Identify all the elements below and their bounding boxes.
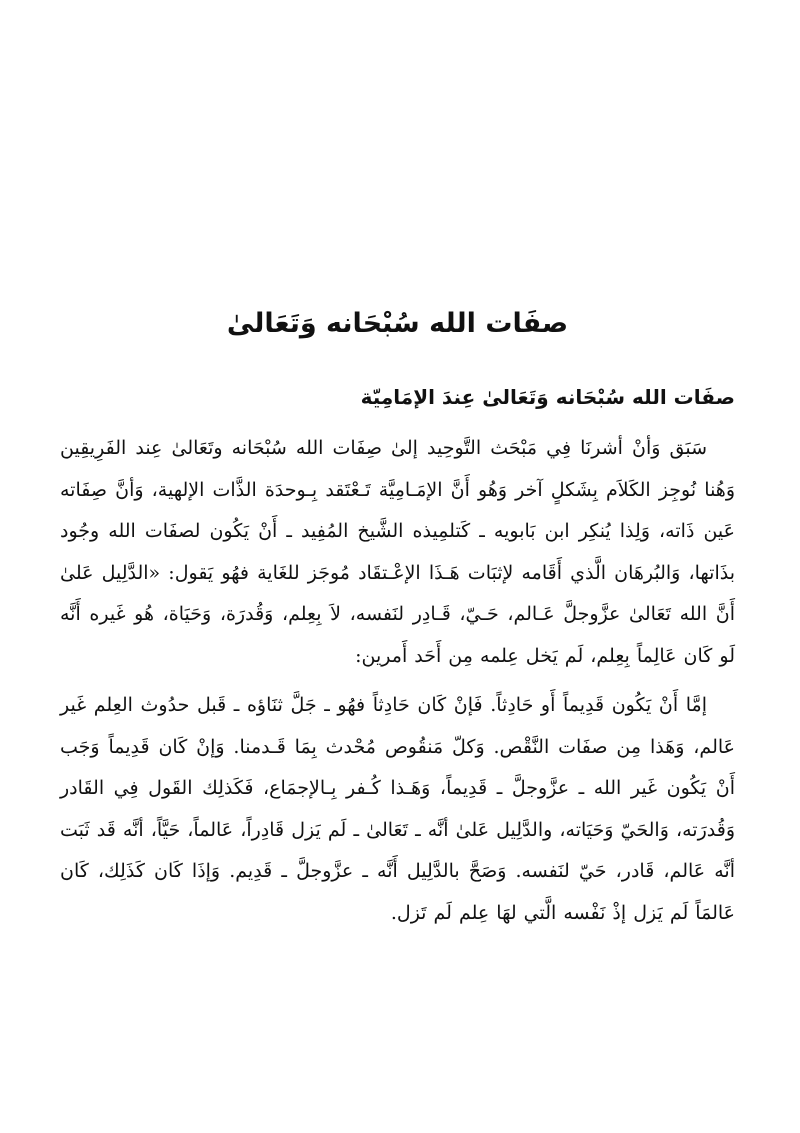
body-text (60, 428, 735, 934)
document-page (60, 0, 735, 1133)
section-heading: صفَات الله سُبْحَانه وَتَعَالىٰ عِندَ الإمَامِيّة (360, 385, 735, 409)
paragraph-2: إمَّا أَنْ يَكُون قَدِيماً أَو حَادِثاً. فَإنْ كَان حَادِثاً فهُو ـ جَلَّ ثنَاؤه ـ قَبل حدُوث العِلم غَير عَالم، وَهَذا مِن صفَات النَّقْص. وَكلّ مَنقُوص مُحْدث بِمَا قَـدمنا. وَإنْ كَان قَدِيماً وَجَب أَنْ يَكُون غَير الله ـ عزَّوجلَّ ـ قَدِيماً، وَهَـذا كُـفر بِـالإجمَاع، فَكَذلِك القَول فِي القَادر وَقُدرَته، وَالحَيّ وَحَيَاته، والدَّلِيل عَلىٰ أنَّه ـ تَعَالىٰ ـ لَم يَزل قَادِراً، عَالماً، حَيَّاً، أنَّه قَد ثَبَت أنَّه عَالم، قَادر، حَيّ لنَفسه. وَصَحَّ بالدَّلِيل أَنَّه ـ عزَّوجلَّ ـ قَدِيم. وَإذَا كَان كَذَلِك، كَان عَالمَاً لَم يَزل إذْ نَفْسه الَّتي لهَا عِلم لَم تَزل. (60, 694, 735, 924)
paragraph-1: سَبَق وَأنْ أشرنَا فِي مَبْحَث التَّوحِيد إلىٰ صِفَات الله سُبْحَانه وتَعَالىٰ عِند الفَرِيقِين وَهُنا نُوجِز الكَلاَم بِشَكلٍ آخر وَهُو أَنَّ الإمَـامِيَّة تَـعْتَقد بِـوحدَة الذَّات الإلهية، وَأنَّ صِفَاته عَين ذَاته، وَلِذا يُنكِر ابن بَابويه ـ كَتلمِيذه الشَّيخ المُفِيد ـ أَنْ يَكُون لصفَات الله وجُود بذَاتها، وَالبُرهَان الَّذي أَقَامه لإثبَات هَـذَا الإعْـتقَاد مُوجَز للغَاية فهُو يَقول: «الدَّلِيل عَلىٰ أَنَّ الله تَعَالىٰ عزَّوجلَّ عَـالم، حَـيّ، قَـادِر لنَفسه، لاَ بِعِلم، وَقُدرَة، وَحَيَاة، هُو غَيره أَنَّه لَو كَان عَالِماً بِعِلم، لَم يَخل عِلمه مِن أَحَد أَمرين: (60, 437, 735, 667)
chapter-title: صفَات الله سُبْحَانه وَتَعَالىٰ (226, 308, 569, 339)
